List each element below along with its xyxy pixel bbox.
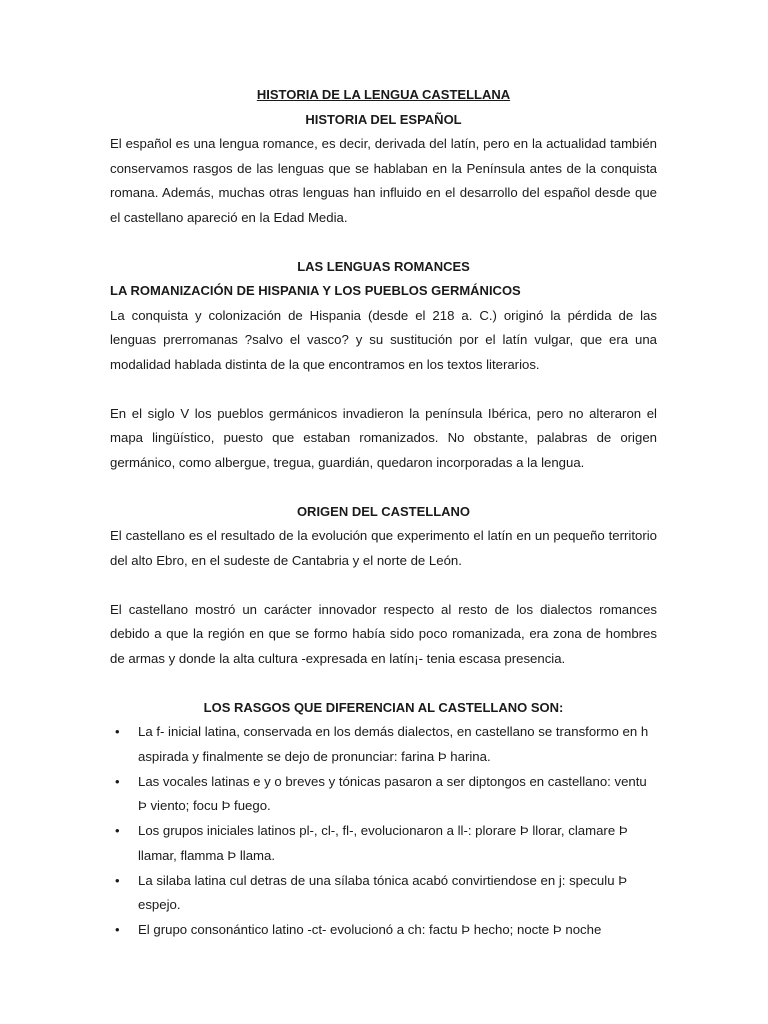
section-subheading-romanizacion: LA ROMANIZACIÓN DE HISPANIA Y LOS PUEBLOS GERMÁNICOS (110, 283, 521, 298)
list-item-text: Los grupos iniciales latinos pl-, cl-, fl-, evolucionaron a ll-: plorare Þ llorar, clamare Þ llamar, flamma Þ llama. (138, 823, 628, 863)
list-item (110, 869, 657, 918)
bullet-icon: • (115, 922, 120, 937)
bullet-icon: • (115, 773, 120, 789)
paragraph-caracter-innovador: El castellano mostró un carácter innovador respecto al resto de los dialectos romances debido a que la región en que se formo había sido poco romanizada, era zona de hombres de armas y donde la alta cultura -expresada en latín¡- tenia escasa presencia. (110, 601, 657, 666)
section-heading-rasgos: LOS RASGOS QUE DIFERENCIAN AL CASTELLANO SON: (203, 699, 564, 715)
bullet-icon: • (115, 823, 120, 838)
document-body (110, 83, 657, 943)
document-subtitle: HISTORIA DEL ESPAÑOL (305, 111, 462, 127)
paragraph-origen: El castellano es el resultado de la evolución que experimento el latín en un pequeño territorio del alto Ebro, en el sudeste de Cantabria y el norte de León. (110, 528, 657, 568)
list-item-text: La silaba latina cul detras de una sílaba tónica acabó convirtiendose en j: speculu Þ espejo. (138, 872, 627, 912)
paragraph-pueblos-germanicos: En el siglo V los pueblos germánicos invadieron la península Ibérica, pero no alteraron el mapa lingüístico, puesto que estaban romanizados. No obstante, palabras de origen germánico, como albergue, tregua, guardián, quedaron incorporadas a la lengua. (110, 405, 657, 470)
list-item (110, 819, 657, 868)
list-item (110, 720, 657, 769)
spacer (110, 230, 657, 255)
spacer (110, 573, 657, 598)
list-item-text: La f- inicial latina, conservada en los demás dialectos, en castellano se transformo en h aspirada y finalmente se dejo de pronunciar: farina Þ harina. (138, 724, 649, 764)
section-heading-lenguas-romances: LAS LENGUAS ROMANCES (297, 258, 470, 274)
spacer (110, 671, 657, 696)
list-item-text: El grupo consonántico latino -ct- evolucionó a ch: factu Þ hecho; nocte Þ noche (138, 922, 602, 937)
section-heading-origen: ORIGEN DEL CASTELLANO (296, 503, 471, 519)
list-item (110, 770, 657, 819)
paragraph-conquista: La conquista y colonización de Hispania (desde el 218 a. C.) originó la pérdida de las lenguas prerromanas ?salvo el vasco? y su sustitución por el latín vulgar, que era una modalidad hablada distinta de la que encontramos en los textos literarios. (110, 307, 657, 372)
spacer (110, 377, 657, 402)
list-item (110, 918, 657, 943)
list-item-text: Las vocales latinas e y o breves y tónicas pasaron a ser diptongos en castellano: ventu Þ viento; focu Þ fuego. (138, 773, 647, 813)
spacer (110, 475, 657, 500)
intro-paragraph: El español es una lengua romance, es decir, derivada del latín, pero en la actualidad también conservamos rasgos de las lenguas que se hablaban en la Península antes de la conquista romana. Además, muchas otras lenguas han influido en el desarrollo del español desde que el castellano apareció en la Edad Media. (110, 136, 657, 225)
document-title: HISTORIA DE LA LENGUA CASTELLANA (256, 87, 511, 102)
bullet-icon: • (115, 872, 120, 888)
rasgos-list (110, 720, 657, 943)
bullet-icon: • (115, 724, 120, 739)
